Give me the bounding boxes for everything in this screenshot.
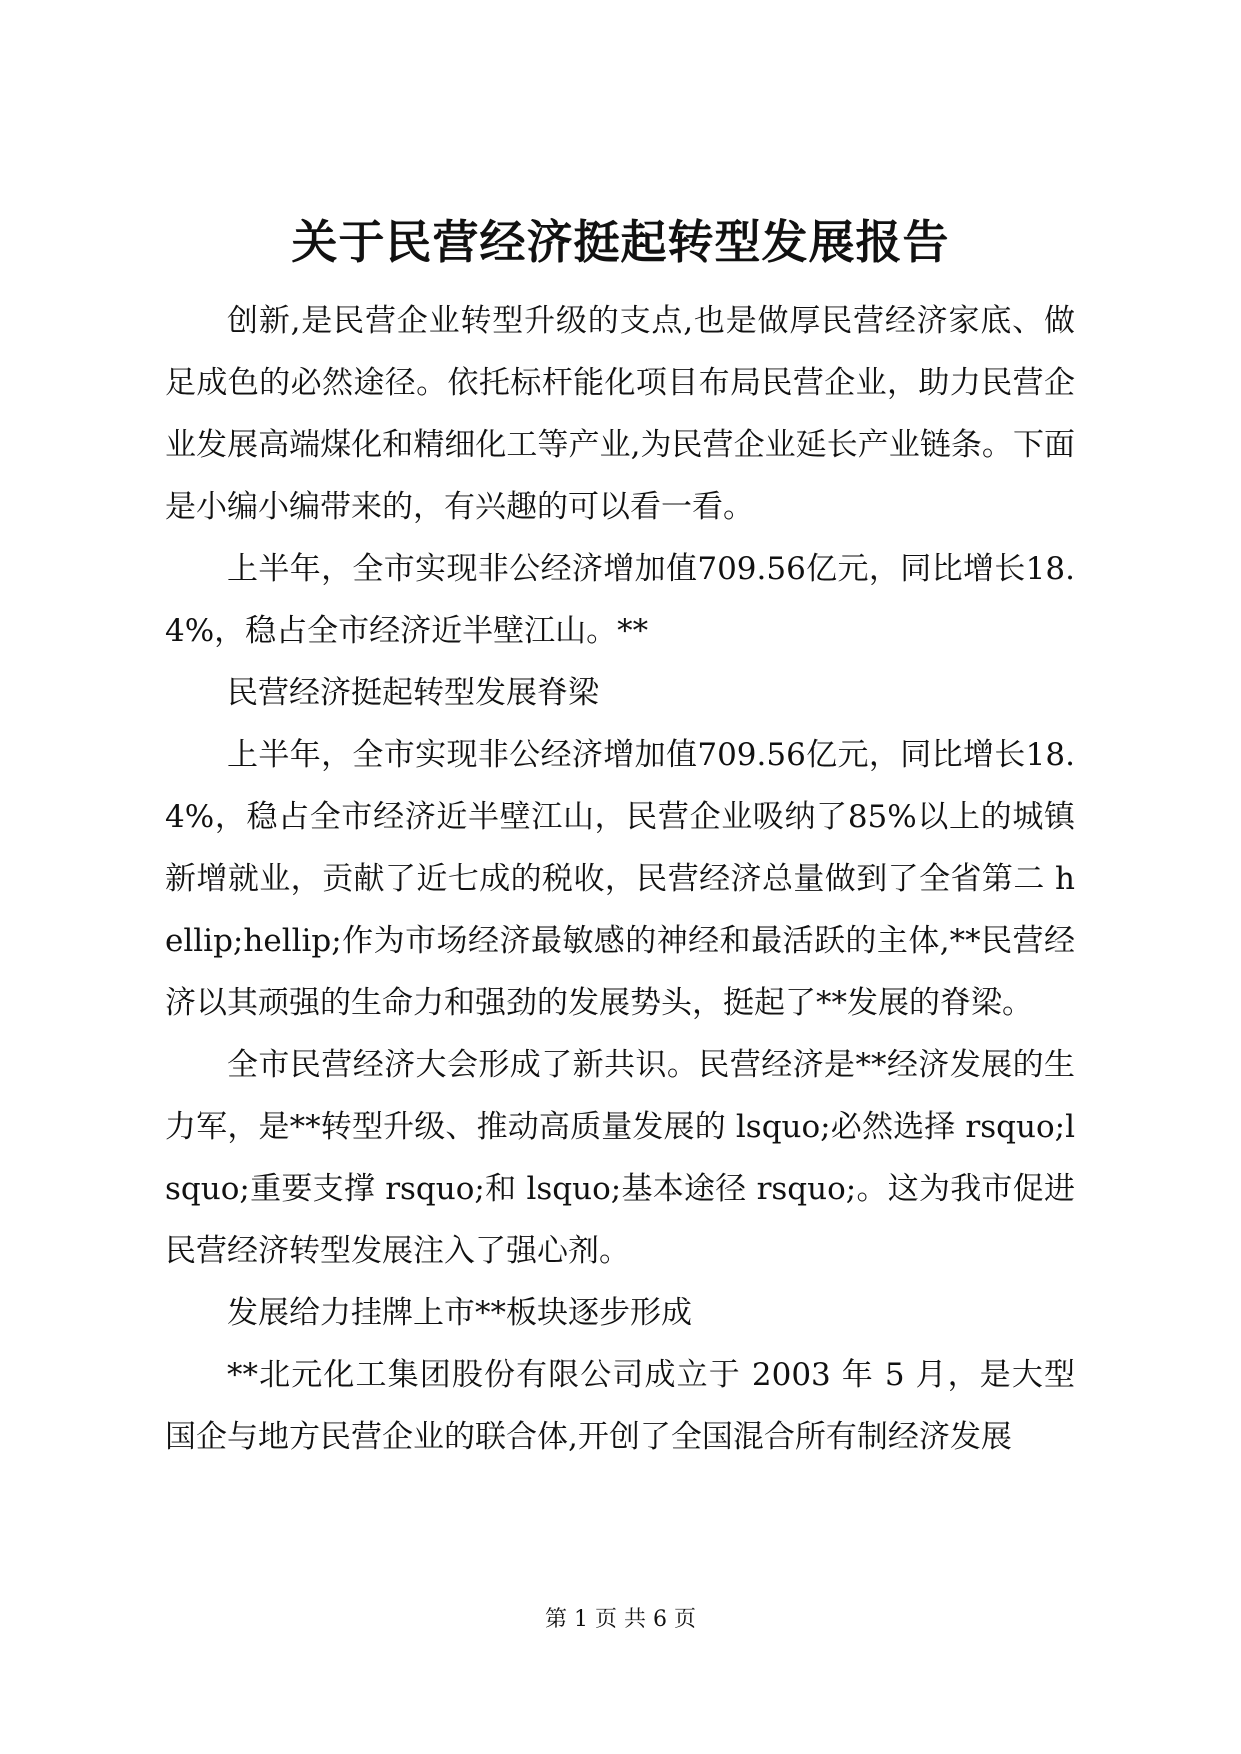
section-heading-backbone: 民营经济挺起转型发展脊梁	[227, 675, 599, 711]
section-heading-listing: 发展给力挂牌上市**板块逐步形成	[227, 1295, 692, 1331]
paragraph-backbone: 上半年，全市实现非公经济增加值709.56亿元，同比增长18.4%，稳占全市经济近半壁江山，民营企业吸纳了85%以上的城镇新增就业，贡献了近七成的税收，民营经济总量做到了全省第二 hellip;hellip;作为市场经济最敏感的神经和最活跃的主体,**民营经济以其顽强的生命力和强劲的发展势头，挺起了**发展的脊梁。	[165, 737, 1075, 1021]
paragraph-intro: 创新,是民营企业转型升级的支点,也是做厚民营经济家底、做足成色的必然途径。依托标杆能化项目布局民营企业，助力民营企业发展高端煤化和精细化工等产业,为民营企业延长产业链条。下面是小编小编带来的，有兴趣的可以看一看。	[165, 303, 1075, 525]
paragraph-consensus: 全市民营经济大会形成了新共识。民营经济是**经济发展的生力军，是**转型升级、推动高质量发展的 lsquo;必然选择 rsquo;lsquo;重要支撑 rsquo;和 lsquo;基本途径 rsquo;。这为我市促进民营经济转型发展注入了强心剂。	[165, 1047, 1075, 1269]
paragraph-summary: 上半年，全市实现非公经济增加值709.56亿元，同比增长18.4%，稳占全市经济近半壁江山。**	[165, 551, 1075, 649]
document-title: 关于民营经济挺起转型发展报告	[291, 215, 950, 269]
document-body	[165, 290, 1075, 1468]
page-number-footer: 第 1 页 共 6 页	[545, 1607, 696, 1632]
paragraph-beiyuan: **北元化工集团股份有限公司成立于 2003 年 5 月，是大型国企与地方民营企业的联合体,开创了全国混合所有制经济发展	[165, 1357, 1075, 1455]
